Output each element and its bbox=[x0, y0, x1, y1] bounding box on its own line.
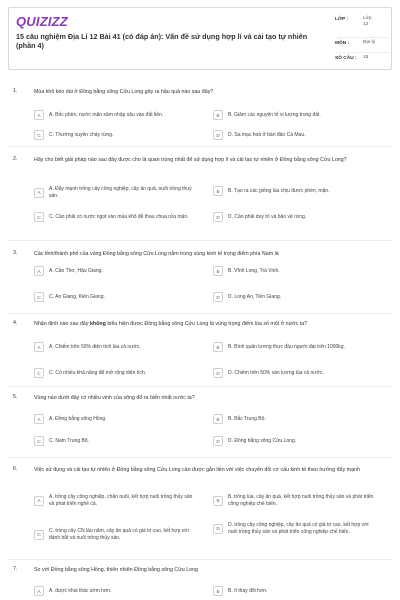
question-text: Các tỉnh/thành phố của vùng Đồng bằng sông Cửu Long nằm trong vùng kinh tế trọng điểm phía Nam là bbox=[34, 251, 279, 257]
option-c[interactable] bbox=[34, 528, 204, 541]
meta-label-socau: SỐ CÂU : bbox=[335, 56, 357, 61]
option-text: C. Có nhiều khả năng để mở rộng diện tích. bbox=[49, 369, 147, 376]
option-a[interactable] bbox=[34, 494, 204, 507]
meta-row-lop bbox=[335, 14, 389, 38]
option-d[interactable] bbox=[213, 368, 383, 378]
option-c[interactable] bbox=[34, 130, 204, 140]
question-number: 6. bbox=[13, 466, 18, 472]
option-text: B. ít thay đổi hơn. bbox=[228, 587, 268, 594]
option-letter-badge: B bbox=[213, 586, 223, 596]
option-text: A. được khai thác sớm hơn. bbox=[49, 587, 112, 594]
meta-row-socau bbox=[335, 53, 389, 68]
option-text: B. trồng lúa, cây ăn quả, kết hợp nuôi trồng thủy sản và phát triển công nghiệp chế biến. bbox=[228, 494, 374, 507]
question-number: 3. bbox=[13, 250, 18, 256]
option-d[interactable] bbox=[213, 522, 383, 535]
question-number: 2. bbox=[13, 156, 18, 162]
option-a[interactable] bbox=[34, 342, 204, 352]
option-a[interactable] bbox=[34, 110, 204, 120]
option-a[interactable] bbox=[34, 414, 204, 424]
option-letter-badge: C bbox=[34, 436, 44, 446]
question-number: 5. bbox=[13, 394, 18, 400]
option-d[interactable] bbox=[213, 212, 383, 222]
option-text: C. An Giang, Kiên Giang. bbox=[49, 293, 105, 300]
option-letter-badge: C bbox=[34, 130, 44, 140]
option-b[interactable] bbox=[213, 586, 383, 596]
option-letter-badge: D bbox=[213, 212, 223, 222]
question-text: Vùng nào dưới đây có nhiều vinh của sông đổ ra biển nhất nước ta? bbox=[34, 395, 195, 401]
option-text: B. Giảm các nguyên tố vi lượng trong đất. bbox=[228, 111, 321, 118]
option-letter-badge: B bbox=[213, 266, 223, 276]
option-a[interactable] bbox=[34, 266, 204, 276]
question-number: 1. bbox=[13, 88, 18, 94]
option-letter-badge: A bbox=[34, 110, 44, 120]
option-b[interactable] bbox=[213, 414, 383, 424]
option-text: A. Cần Thơ, Hậu Giang. bbox=[49, 267, 103, 274]
option-letter-badge: D bbox=[213, 292, 223, 302]
question-text bbox=[34, 320, 374, 328]
option-b[interactable] bbox=[213, 342, 383, 352]
option-a[interactable] bbox=[34, 586, 204, 596]
meta-value-mon: Địa lý bbox=[363, 40, 375, 45]
option-c[interactable] bbox=[34, 292, 204, 302]
option-letter-badge: D bbox=[213, 524, 223, 534]
option-text: D. trồng cây công nghiệp, cây ăn quả có giá trị cao, kết hợp với nuôi trồng thủy sản và phát triển công nghiệp chế biến. bbox=[228, 522, 369, 535]
option-c[interactable] bbox=[34, 212, 204, 222]
option-d[interactable] bbox=[213, 130, 383, 140]
option-letter-badge: A bbox=[34, 496, 44, 506]
option-b[interactable] bbox=[213, 186, 383, 196]
option-letter-badge: C bbox=[34, 292, 44, 302]
quiz-meta bbox=[335, 14, 389, 68]
option-text: C. trồng cây CN lâu năm, cây ăn quả có giá trị cao, kết hợp với đánh bắt và nuôi trồng thủy sản. bbox=[49, 528, 189, 541]
option-b[interactable] bbox=[213, 494, 383, 507]
option-b[interactable] bbox=[213, 110, 383, 120]
question-divider bbox=[8, 240, 392, 241]
question-text: So với Đồng bằng sông Hồng, thiên nhiên Đồng bằng sông Cửu Long bbox=[34, 567, 198, 573]
question-number: 4. bbox=[13, 320, 18, 326]
option-letter-badge: A bbox=[34, 414, 44, 424]
option-text: D. Chiếm trên 50% sản lượng lúa cả nước. bbox=[228, 369, 324, 376]
option-letter-badge: B bbox=[213, 496, 223, 506]
option-letter-badge: A bbox=[34, 266, 44, 276]
question-divider bbox=[8, 457, 392, 458]
option-text: D. Đồng bằng sông Cửu Long. bbox=[228, 437, 297, 444]
question-number: 7. bbox=[13, 566, 18, 572]
option-text: A. Chiếm trên 50% diện tích lúa cả nước. bbox=[49, 343, 141, 350]
meta-label-mon: MÔN : bbox=[335, 41, 350, 46]
option-text: B. Bắc Trung Bộ. bbox=[228, 415, 266, 422]
quiz-header bbox=[8, 7, 392, 70]
meta-row-mon bbox=[335, 38, 389, 53]
option-text: A. Đẩy mạnh trồng cây công nghiệp, cây ăn quả, nuôi trồng thuỷ sản. bbox=[49, 186, 192, 199]
quizizz-logo: QUIZIZZ bbox=[16, 14, 68, 29]
option-letter-badge: A bbox=[34, 586, 44, 596]
question-text: Hãy cho biết giải pháp nào sau đây được cho là quan trọng nhất để sử dụng hợp lí và cải tạo tự nhiên ở Đồng bằng sông Cửu Long? bbox=[34, 157, 347, 163]
option-text: B. Vĩnh Long, Trà Vinh. bbox=[228, 267, 280, 274]
meta-value-socau: 15 bbox=[363, 55, 369, 60]
option-text: A. Bốc phèn, nước mặn xâm nhập sâu vào đất liền. bbox=[49, 111, 164, 118]
option-text: C. Thường xuyên cháy rừng. bbox=[49, 131, 114, 138]
question-text-emphasis: không bbox=[89, 321, 106, 327]
option-letter-badge: B bbox=[213, 342, 223, 352]
option-letter-badge: C bbox=[34, 530, 44, 540]
option-letter-badge: D bbox=[213, 436, 223, 446]
option-text: A. Đồng bằng sông Hồng. bbox=[49, 415, 107, 422]
option-text: A. trồng cây công nghiệp, chăn nuôi, kết hợp nuôi trồng thủy sản và phát triển nghề cá. bbox=[49, 494, 193, 507]
option-c[interactable] bbox=[34, 436, 204, 446]
option-text: D. Cần phải duy trì và bảo vệ rừng. bbox=[228, 213, 307, 220]
option-letter-badge: B bbox=[213, 110, 223, 120]
option-text: D. Long An, Tiền Giang. bbox=[228, 293, 282, 300]
option-text: B. Tạo ra các giống lúa chịu được phèn, mặn. bbox=[228, 187, 330, 194]
question-divider bbox=[8, 386, 392, 387]
meta-value-lop: Lớp 12 bbox=[363, 16, 372, 27]
option-text: C. Nam Trung Bộ. bbox=[49, 437, 90, 444]
option-letter-badge: D bbox=[213, 130, 223, 140]
option-letter-badge: B bbox=[213, 186, 223, 196]
question-text-pre: Nhận định nào sau đây bbox=[34, 321, 90, 327]
option-letter-badge: B bbox=[213, 414, 223, 424]
option-letter-badge: D bbox=[213, 368, 223, 378]
option-letter-badge: C bbox=[34, 212, 44, 222]
option-letter-badge: A bbox=[34, 342, 44, 352]
option-text: D. Sa mạc hoá ở bán đảo Cà Mau. bbox=[228, 131, 306, 138]
option-letter-badge: C bbox=[34, 368, 44, 378]
option-text: B. Bình quân lương thực đầu người đạt trên 1000kg. bbox=[228, 343, 345, 350]
option-a[interactable] bbox=[34, 186, 204, 199]
question-text: Việc sử dụng và cải tạo tự nhiên ở Đồng bằng sông Cửu Long cần được gắn liền với việc chuyển đổi cơ cấu kinh tế theo hướng đẩy mạnh bbox=[34, 467, 360, 473]
option-d[interactable] bbox=[213, 436, 383, 446]
quiz-title: 15 câu nghiệm Địa Lí 12 Bài 41 (có đáp án): Vấn đề sử dụng hợp lí và cải tạo tự nhiên (phần 4) bbox=[16, 32, 308, 50]
question-text-post: biểu hiện được Đồng bằng sông Cửu Long là vùng trọng điểm lúa số một ở nước ta? bbox=[105, 321, 308, 327]
option-d[interactable] bbox=[213, 292, 383, 302]
question-divider bbox=[8, 146, 392, 147]
question-divider bbox=[8, 559, 392, 560]
question-divider bbox=[8, 313, 392, 314]
option-letter-badge: A bbox=[34, 188, 44, 198]
option-c[interactable] bbox=[34, 368, 204, 378]
option-b[interactable] bbox=[213, 266, 383, 276]
option-text: C. Cần phải có nước ngọt vào mùa khô để thau chua rửa mặn. bbox=[49, 213, 189, 220]
meta-label-lop: LỚP : bbox=[335, 17, 349, 22]
question-text: Mùa khô kéo dài ở Đồng bằng sông Cửu Long gây ra hậu quả nào sau đây? bbox=[34, 89, 214, 95]
